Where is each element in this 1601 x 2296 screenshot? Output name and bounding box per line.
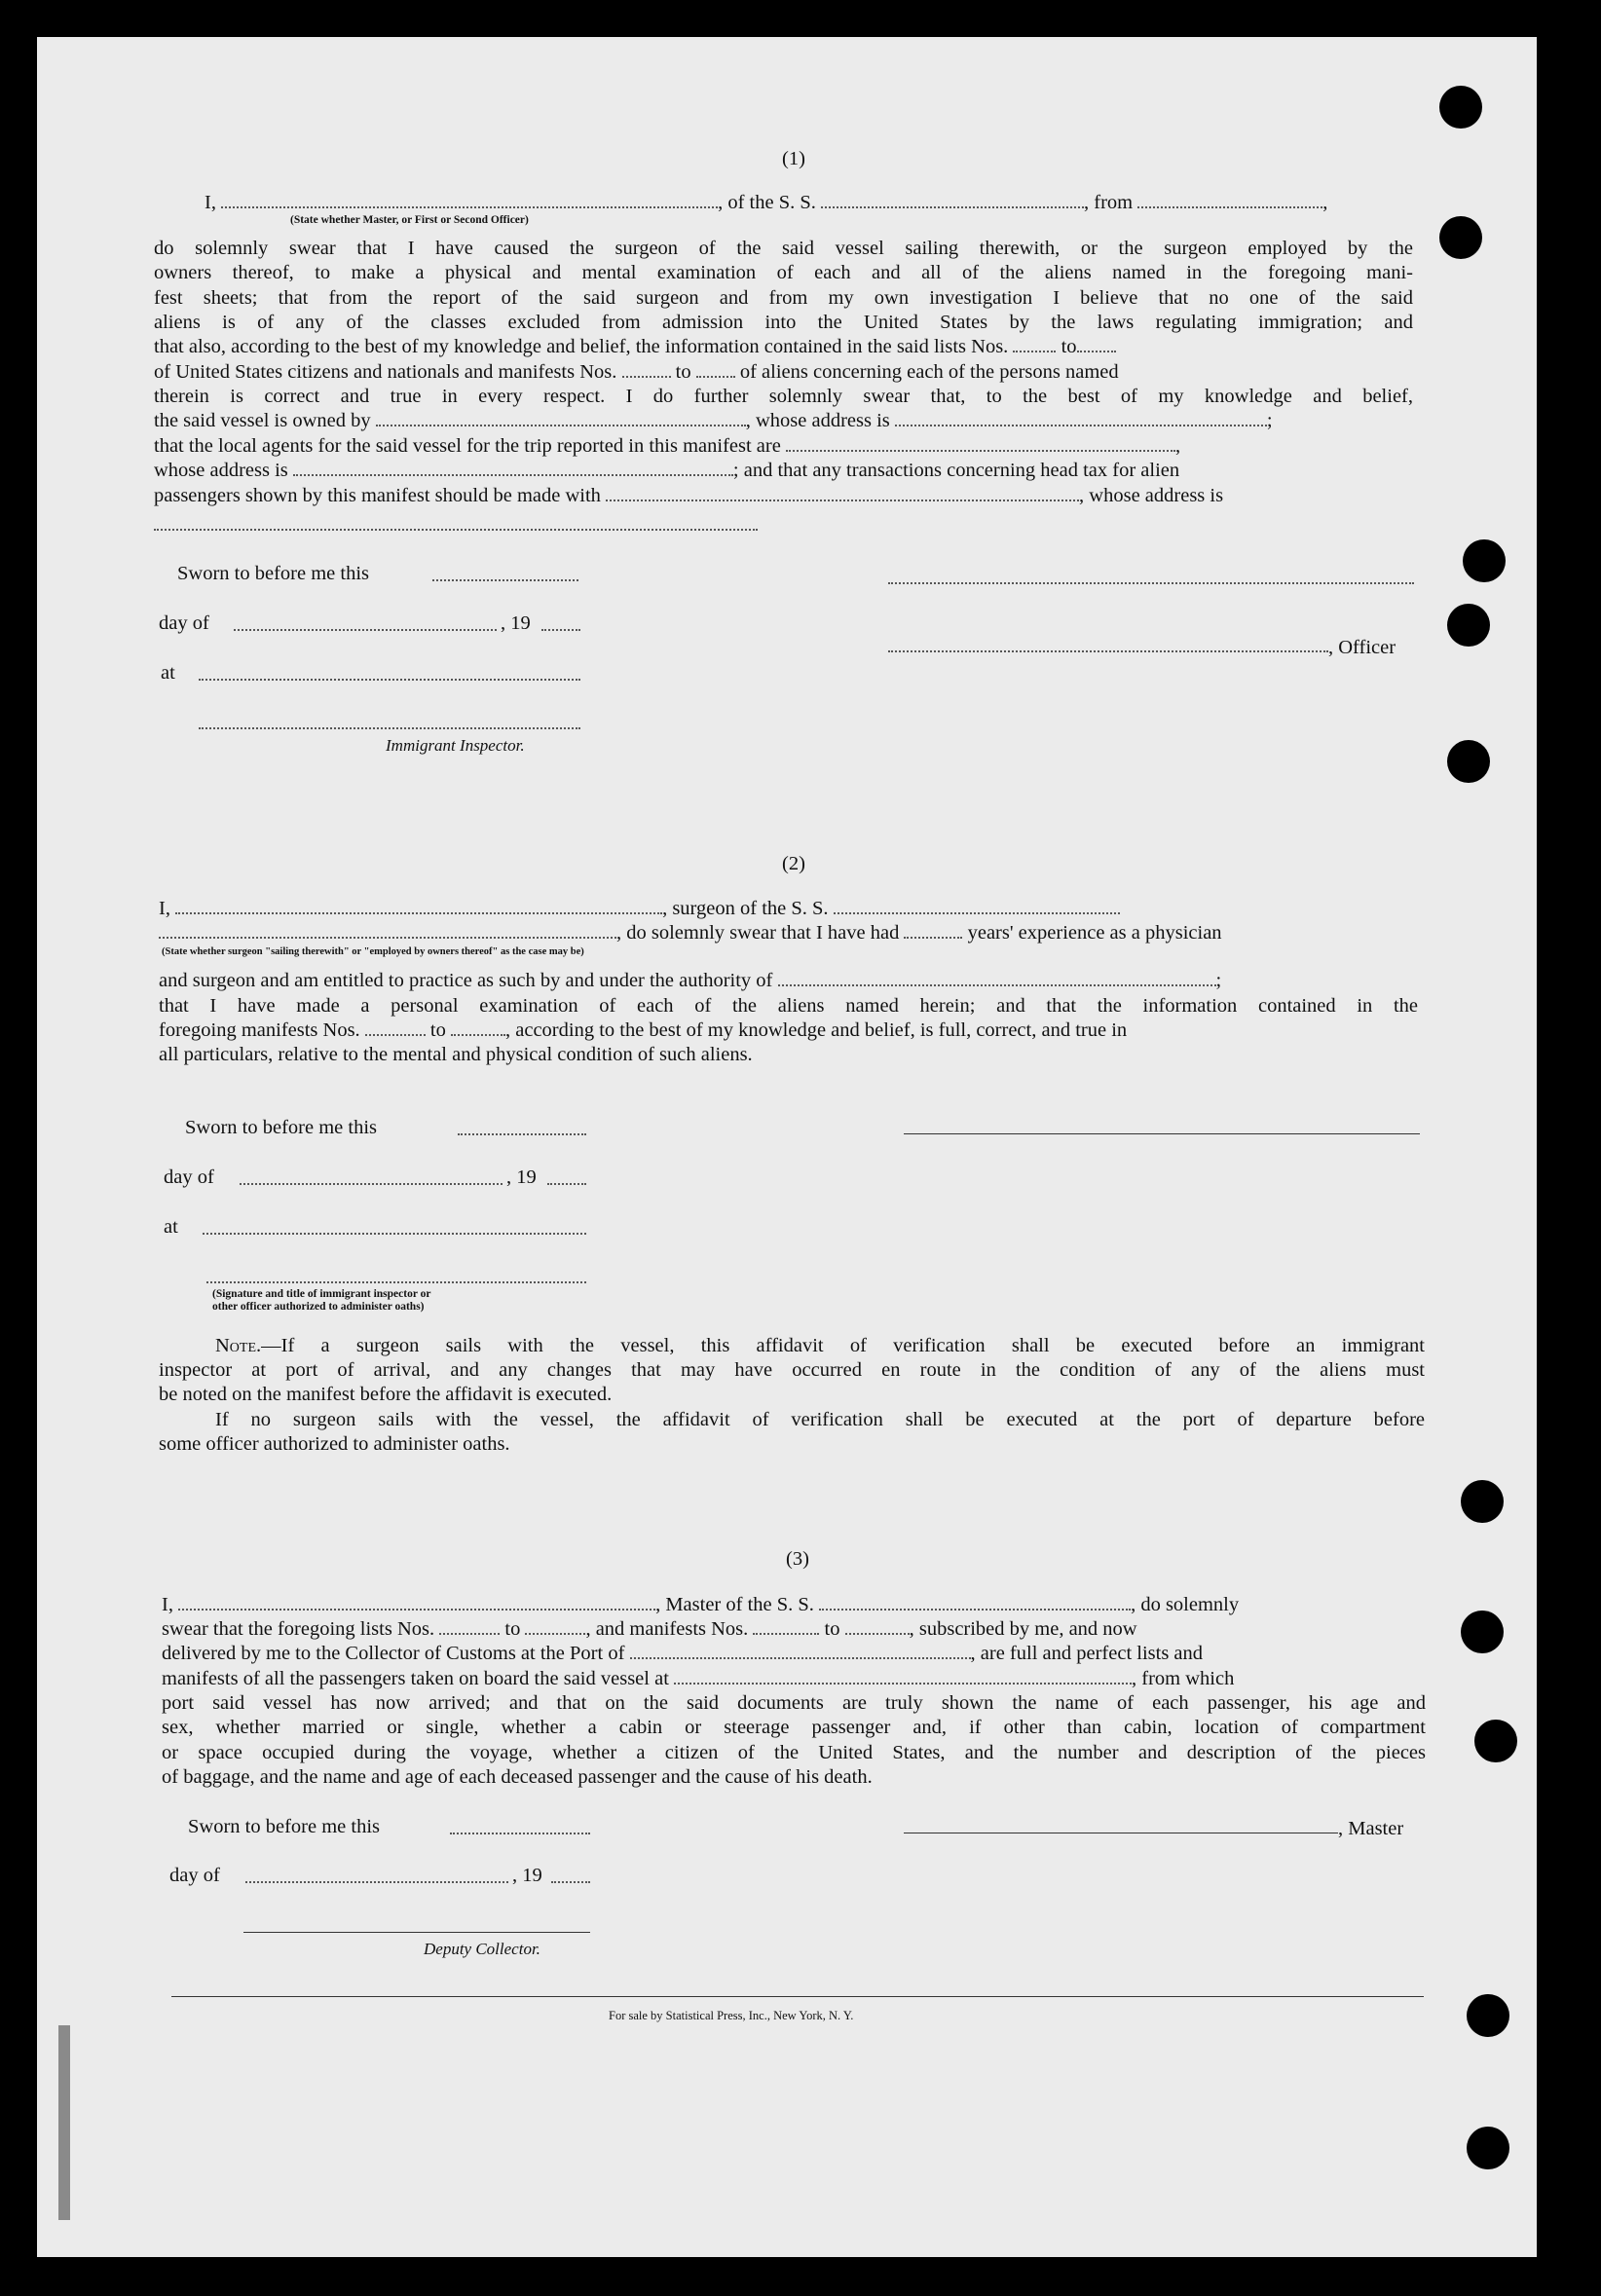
inspector-signature-field[interactable] — [199, 727, 580, 729]
master-vessel-field[interactable] — [819, 1593, 1131, 1611]
vessel-name-field[interactable] — [821, 191, 1084, 208]
collector-signature-line[interactable] — [243, 1932, 590, 1933]
master-lists-from-field[interactable] — [439, 1617, 500, 1635]
year-label: , 19 — [506, 1167, 537, 1188]
paragraph-line: port said vessel has now arrived; and that on the said documents are truly shown the name of each passenger, his age and — [162, 1692, 1426, 1714]
paragraph-line: owners thereof, to make a physical and mental examination of each and all of the aliens named in the foregoing mani- — [154, 262, 1413, 283]
day-of-label: day of — [169, 1865, 220, 1886]
head-tax-party-field[interactable] — [606, 484, 1079, 501]
head-tax-address-field[interactable] — [154, 529, 758, 531]
head-tax-line: passengers shown by this manifest should be made with , whose address is — [154, 485, 1224, 506]
agents-line: that the local agents for the said vessel for the trip reported in this manifest are , — [154, 435, 1181, 457]
paragraph-line: of baggage, and the name and age of each deceased passenger and the cause of his death. — [162, 1766, 873, 1788]
paragraph-line: therein is correct and true in every respect. I do further solemnly swear that, to the best of my knowledge and belief, — [154, 386, 1413, 407]
authority-field[interactable] — [778, 969, 1216, 986]
year-label: , 19 — [501, 612, 531, 634]
inspector-signature-field[interactable] — [206, 1281, 586, 1283]
paragraph-line: that I have made a personal examination of each of the aliens named herein; and that the information contained in the — [159, 995, 1418, 1017]
authority-line: and surgeon and am entitled to practice as such by and under the authority of ; — [159, 970, 1222, 991]
at-label: at — [164, 1216, 178, 1238]
at-place-field[interactable] — [203, 1233, 586, 1235]
year-label: , 19 — [512, 1865, 542, 1886]
note-paragraph: Note.—If a surgeon sails with the vessel, this affidavit of verification shall be executed before an immigrant — [215, 1335, 1425, 1356]
note-paragraph: some officer authorized to administer oaths. — [159, 1433, 510, 1455]
agents-address-line: whose address is ; and that any transactions concerning head tax for alien — [154, 460, 1180, 481]
boarding-port-field[interactable] — [674, 1667, 1132, 1685]
note-paragraph: inspector at port of arrival, and any changes that may have occurred en route in the condition of any of the aliens must — [159, 1359, 1425, 1381]
master-manifests-to-field[interactable] — [845, 1617, 910, 1635]
paragraph-line: or space occupied during the voyage, whether a citizen of the United States, and the number and description of the pieces — [162, 1742, 1426, 1763]
master-lists-to-field[interactable] — [525, 1617, 585, 1635]
day-of-field[interactable] — [240, 1183, 503, 1185]
signature-caption: other officer authorized to administer oaths) — [212, 1301, 425, 1313]
agents-field[interactable] — [786, 434, 1175, 452]
surgeon-name-field[interactable] — [175, 897, 662, 914]
paragraph-line: aliens is of any of the classes excluded from admission into the United States by the laws regulating immigration; and — [154, 312, 1413, 333]
signature-caption: (Signature and title of immigrant inspector or — [212, 1288, 431, 1300]
footer-rule — [171, 1996, 1424, 1997]
note-paragraph: be noted on the manifest before the affidavit is executed. — [159, 1384, 613, 1405]
note-label: Note. — [215, 1335, 262, 1356]
day-of-label: day of — [164, 1167, 214, 1188]
port-line: delivered by me to the Collector of Customs at the Port of , are full and perfect lists and — [162, 1643, 1204, 1664]
owner-address-field[interactable] — [895, 409, 1267, 426]
paragraph-line: sex, whether married or single, whether a cabin or steerage passenger and, if other than cabin, location of compartment — [162, 1717, 1426, 1738]
day-of-field[interactable] — [245, 1881, 508, 1883]
surgeon-vessel-field[interactable] — [834, 897, 1120, 914]
manifests-from-field[interactable] — [622, 360, 671, 378]
sworn-date-field[interactable] — [458, 1133, 586, 1135]
surgeon-caption: (State whether surgeon "sailing therewith" or "employed by owners thereof" as the case may be) — [162, 946, 584, 957]
examined-from-field[interactable] — [365, 1018, 426, 1036]
day-of-label: day of — [159, 612, 209, 634]
surgeon-signature-line[interactable] — [904, 1133, 1420, 1134]
master-line: I, , Master of the S. S. , do solemnly — [162, 1594, 1240, 1615]
at-place-field[interactable] — [199, 679, 580, 681]
officer-title-field[interactable] — [888, 650, 1328, 652]
examined-manifests-line: foregoing manifests Nos. to , according to the best of my knowledge and belief, is full, correct, and true in — [159, 1019, 1128, 1041]
master-label: , Master — [1338, 1818, 1404, 1839]
section-number: (2) — [782, 853, 805, 874]
agents-address-field[interactable] — [293, 459, 733, 476]
paragraph-line: all particulars, relative to the mental and physical condition of such aliens. — [159, 1044, 753, 1065]
officer-label: , Officer — [1328, 637, 1396, 658]
examined-to-field[interactable] — [451, 1018, 505, 1036]
section-number: (3) — [786, 1548, 809, 1570]
note-paragraph: If no surgeon sails with the vessel, the affidavit of verification shall be executed at the port of departure before — [215, 1409, 1425, 1430]
surgeon-line: I, , surgeon of the S. S. — [159, 897, 1120, 921]
section-number: (1) — [782, 148, 805, 169]
owner-line: the said vessel is owned by , whose address is ; — [154, 410, 1273, 431]
officer-caption: (State whether Master, or First or Second Officer) — [290, 214, 529, 226]
manifests-line: of United States citizens and nationals and manifests Nos. to of aliens concerning each of the persons named — [154, 361, 1119, 383]
sworn-label: Sworn to before me this — [188, 1816, 380, 1837]
footer-imprint: For sale by Statistical Press, Inc., New York, N. Y. — [609, 2009, 854, 2022]
port-field[interactable] — [630, 1642, 971, 1659]
inspector-label: Immigrant Inspector. — [386, 736, 525, 755]
collector-label: Deputy Collector. — [424, 1940, 540, 1958]
year-field[interactable] — [541, 629, 580, 631]
boarding-line: manifests of all the passengers taken on board the said vessel at , from which — [162, 1668, 1235, 1689]
surgeon-status-field[interactable] — [159, 921, 616, 939]
paragraph-line: fest sheets; that from the report of the said surgeon and from my own investigation I believe that no one of the said — [154, 287, 1413, 309]
at-label: at — [161, 662, 175, 684]
lists-to-field[interactable] — [1077, 335, 1116, 352]
manifests-to-field[interactable] — [696, 360, 735, 378]
officer-name-field[interactable] — [221, 191, 718, 208]
master-manifests-from-field[interactable] — [753, 1617, 819, 1635]
from-port-field[interactable] — [1137, 191, 1322, 208]
sworn-label: Sworn to before me this — [185, 1117, 377, 1138]
year-field[interactable] — [551, 1881, 590, 1883]
master-name-field[interactable] — [178, 1593, 655, 1611]
experience-line: , do solemnly swear that I have had years' experience as a physician — [159, 921, 1222, 945]
officer-line: I, , of the S. S. , from , — [205, 192, 1328, 213]
sworn-date-field[interactable] — [432, 579, 578, 581]
lists-from-field[interactable] — [1013, 335, 1056, 352]
lists-line: that also, according to the best of my knowledge and belief, the information contained in the said lists Nos. to — [154, 335, 1116, 359]
owner-field[interactable] — [376, 409, 746, 426]
paragraph-line: do solemnly swear that I have caused the surgeon of the said vessel sailing therewith, or the surgeon employed by the — [154, 238, 1413, 259]
day-of-field[interactable] — [234, 629, 497, 631]
years-field[interactable] — [904, 921, 962, 939]
year-field[interactable] — [547, 1183, 586, 1185]
officer-signature-field[interactable] — [888, 582, 1414, 584]
master-lists-line: swear that the foregoing lists Nos. to , and manifests Nos. to , subscribed by me, and now — [162, 1618, 1137, 1640]
sworn-date-field[interactable] — [450, 1833, 590, 1834]
sworn-label: Sworn to before me this — [177, 563, 369, 584]
